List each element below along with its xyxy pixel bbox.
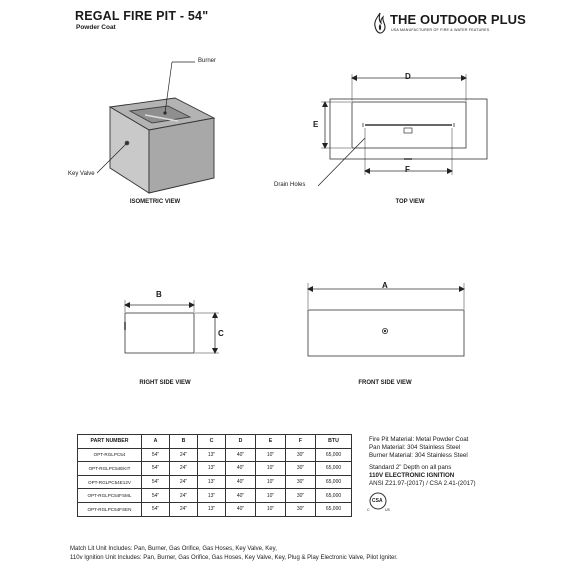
- ignition-note: 110V ELECTRONIC IGNITION: [369, 472, 455, 479]
- cell-c: 13": [198, 475, 226, 489]
- col-b: B: [170, 435, 198, 449]
- cell-btu: 65,000: [316, 475, 352, 489]
- table-row: [78, 448, 352, 462]
- table-row: [78, 475, 352, 489]
- cell-btu: 65,000: [316, 462, 352, 476]
- cell-a: 54": [142, 462, 170, 476]
- key-valve-label: Key Valve: [68, 171, 95, 177]
- cell-d: 40": [226, 475, 256, 489]
- cell-part-number: OPT-RGLPC54: [78, 448, 142, 462]
- cell-f: 30": [286, 502, 316, 516]
- cell-a: 54": [142, 489, 170, 503]
- cell-c: 13": [198, 489, 226, 503]
- cell-b: 24": [170, 475, 198, 489]
- cell-b: 24": [170, 462, 198, 476]
- ignition-unit-includes: 110v Ignition Unit Includes: Pan, Burner, Gas Orifice, Gas Hoses, Key Valve, Key, Plug & Play Electronic Valve, Pilot Igniter.: [70, 555, 398, 561]
- cert-c-text: C: [367, 508, 370, 512]
- table-row: [78, 489, 352, 503]
- brand-name: THE OUTDOOR PLUS: [390, 12, 526, 27]
- cell-part-number: OPT-RGLPC54FSEN: [78, 502, 142, 516]
- col-part-number: PART NUMBER: [78, 435, 142, 449]
- cell-a: 54": [142, 502, 170, 516]
- materials-notes: [369, 436, 476, 488]
- pan-material: Pan Material: 304 Stainless Steel: [369, 444, 461, 451]
- cell-e: 10": [256, 502, 286, 516]
- cell-a: 54": [142, 475, 170, 489]
- cell-c: 13": [198, 462, 226, 476]
- cell-c: 13": [198, 448, 226, 462]
- drain-holes-label: Drain Holes: [274, 182, 306, 188]
- cell-f: 30": [286, 475, 316, 489]
- cell-btu: 65,000: [316, 489, 352, 503]
- top-view: [318, 74, 487, 186]
- spec-table: [77, 434, 352, 517]
- cell-e: 10": [256, 489, 286, 503]
- cell-btu: 65,000: [316, 448, 352, 462]
- right-side-view: [125, 300, 219, 353]
- table-row: [78, 502, 352, 516]
- col-a: A: [142, 435, 170, 449]
- col-e: E: [256, 435, 286, 449]
- match-lit-includes: Match Lit Unit Includes: Pan, Burner, Gas Orifice, Gas Hoses, Key Valve, Key,: [70, 546, 277, 552]
- dim-d-label: D: [405, 72, 411, 81]
- col-btu: BTU: [316, 435, 352, 449]
- page-title: REGAL FIRE PIT - 54": [75, 9, 209, 23]
- cell-btu: 65,000: [316, 502, 352, 516]
- right-side-view-caption: RIGHT SIDE VIEW: [139, 380, 191, 386]
- cell-part-number: OPT-RGLPC54EKIT: [78, 462, 142, 476]
- cell-d: 40": [226, 448, 256, 462]
- cell-e: 10": [256, 475, 286, 489]
- cell-d: 40": [226, 462, 256, 476]
- col-f: F: [286, 435, 316, 449]
- dim-a-label: A: [382, 281, 388, 290]
- cell-c: 13": [198, 502, 226, 516]
- brand-tagline: USA MANUFACTURER OF FIRE & WATER FEATURES: [391, 28, 490, 32]
- front-side-view: [308, 283, 464, 356]
- cell-d: 40": [226, 502, 256, 516]
- standards-note: ANSI Z21.97-(2017) / CSA 2.41-(2017): [369, 480, 476, 487]
- cell-a: 54": [142, 448, 170, 462]
- dim-c-label: C: [218, 329, 224, 338]
- dim-b-label: B: [156, 290, 162, 299]
- fire-pit-material: Fire Pit Material: Metal Powder Coat: [369, 436, 469, 443]
- page-subtitle: Powder Coat: [76, 24, 116, 31]
- cell-part-number: OPT-RGLPC54E12V: [78, 475, 142, 489]
- isometric-view-caption: ISOMETRIC VIEW: [129, 199, 181, 205]
- pan-depth-note: Standard 2" Depth on all pans: [369, 464, 452, 471]
- dim-e-label: E: [313, 120, 319, 129]
- col-c: C: [198, 435, 226, 449]
- isometric-view: [97, 62, 214, 193]
- cell-e: 10": [256, 462, 286, 476]
- cell-part-number: OPT-RGLPC54FSML: [78, 489, 142, 503]
- footer-notes: [70, 545, 398, 563]
- burner-material: Burner Material: 304 Stainless Steel: [369, 452, 468, 459]
- table-row: [78, 462, 352, 476]
- cell-f: 30": [286, 448, 316, 462]
- top-view-caption: TOP VIEW: [395, 199, 425, 205]
- cell-f: 30": [286, 462, 316, 476]
- cell-b: 24": [170, 502, 198, 516]
- front-side-view-caption: FRONT SIDE VIEW: [358, 380, 412, 386]
- table-header-row: [78, 435, 352, 449]
- cell-d: 40": [226, 489, 256, 503]
- cell-b: 24": [170, 489, 198, 503]
- burner-label: Burner: [198, 58, 217, 64]
- cert-us-text: US: [385, 508, 390, 512]
- cell-b: 24": [170, 448, 198, 462]
- cell-f: 30": [286, 489, 316, 503]
- dim-f-label: F: [405, 165, 410, 174]
- col-d: D: [226, 435, 256, 449]
- cell-e: 10": [256, 448, 286, 462]
- cert-mark-text: CSA: [372, 498, 383, 504]
